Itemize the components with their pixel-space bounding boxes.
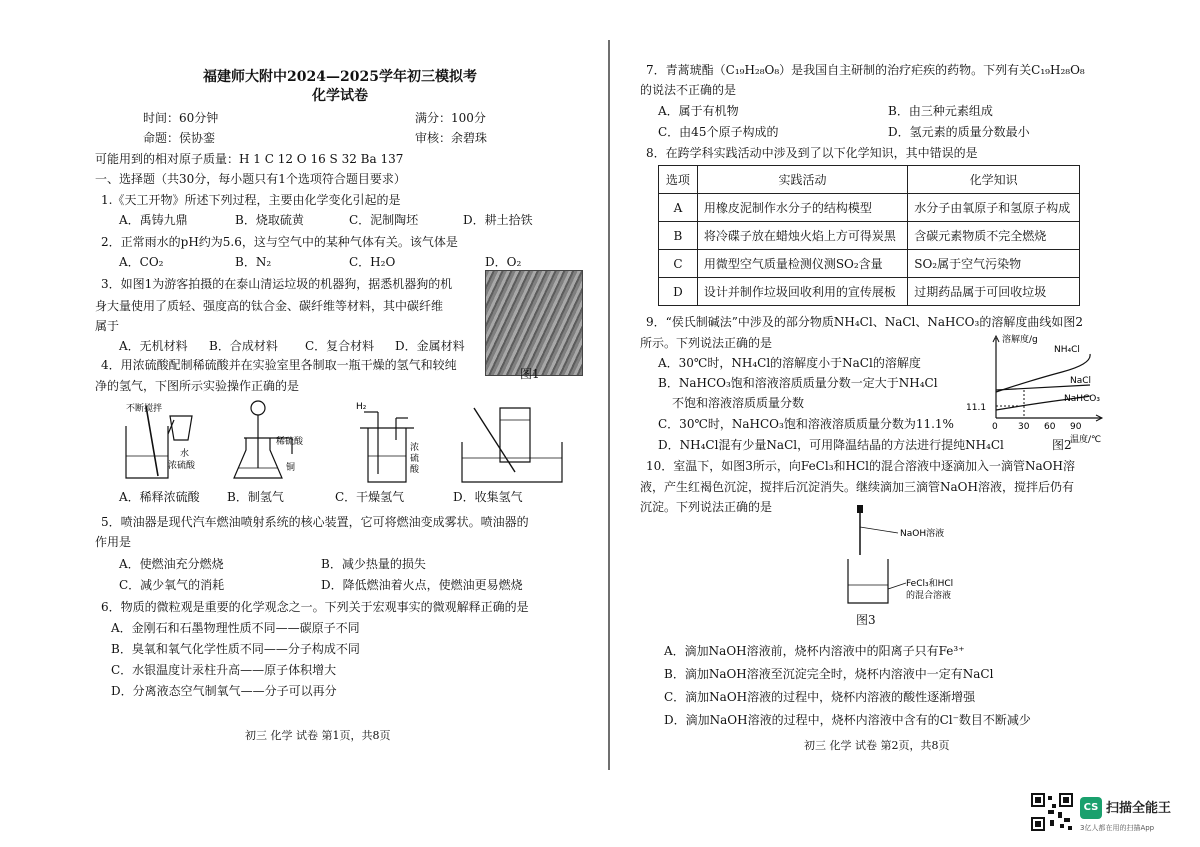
table-cell: 用橡皮泥制作水分子的结构模型 — [697, 194, 907, 222]
q3-option-a: A．无机材料 — [119, 339, 188, 353]
table-row — [659, 278, 1080, 306]
q8-stem: 8．在跨学科实践活动中涉及到了以下化学知识，其中错误的是 — [646, 146, 978, 160]
label-mix-1: FeCl₃和HCl — [906, 579, 954, 589]
q6-option-b: B．臭氧和氧气化学性质不同——分子构成不同 — [111, 642, 360, 656]
tick-60: 60 — [1044, 422, 1056, 432]
series-label-nacl: NaCl — [1070, 376, 1092, 386]
qr-code-icon — [1030, 792, 1074, 832]
q7-line-2: 的说法不正确的是 — [640, 83, 737, 97]
series-label-nahco3: NaHCO₃ — [1064, 394, 1100, 404]
q9-option-a: A．30℃时，NH₄Cl的溶解度小于NaCl的溶解度 — [658, 356, 921, 370]
figure-1-caption: 图1 — [520, 367, 540, 381]
q2-option-d: D．O₂ — [485, 255, 522, 269]
figure-3-beaker — [840, 505, 960, 607]
q1-option-c: C．泥制陶坯 — [349, 213, 419, 227]
q3-option-d: D．金属材料 — [395, 339, 465, 353]
exam-time: 时间：60分钟 — [143, 111, 219, 125]
label-conc-v2: 硫 — [410, 454, 420, 464]
q4-apparatus — [110, 398, 580, 486]
tick-90: 90 — [1070, 422, 1082, 432]
table-cell: B — [659, 222, 698, 250]
q10-option-a: A．滴加NaOH溶液前，烧杯内溶液中的阳离子只有Fe³⁺ — [664, 644, 965, 658]
q8-table — [658, 165, 1080, 306]
tick-0: 0 — [992, 422, 998, 432]
q9-option-b-cont: 不饱和溶液溶质质量分数 — [672, 396, 805, 410]
table-row — [659, 250, 1080, 278]
label-conc-v3: 酸 — [410, 465, 420, 475]
exam-subtitle: 化学试卷 — [312, 88, 368, 104]
table-cell: 设计并制作垃圾回收利用的宣传展板 — [697, 278, 907, 306]
table-cell: A — [659, 194, 698, 222]
camscanner-tagline: 3亿人都在用的扫描App — [1080, 824, 1155, 832]
page-divider — [608, 40, 610, 770]
table-header: 实践活动 — [697, 166, 907, 194]
camscanner-name: 扫描全能王 — [1106, 801, 1172, 816]
label-dilute-acid: 稀硫酸 — [276, 437, 304, 447]
q3-line-3: 属于 — [95, 319, 120, 333]
q9-option-b: B．NaHCO₃饱和溶液溶质质量分数一定大于NH₄Cl — [658, 376, 938, 390]
q10-option-b: B．滴加NaOH溶液至沉淀完全时，烧杯内溶液中一定有NaCl — [664, 667, 994, 681]
table-header: 化学知识 — [908, 166, 1080, 194]
solubility-graph — [962, 330, 1112, 452]
table-cell: SO₂属于空气污染物 — [908, 250, 1080, 278]
series-label-nh4cl: NH₄Cl — [1054, 345, 1080, 355]
exam-author: 命题：侯协銮 — [143, 131, 216, 145]
label-h2: H₂ — [356, 402, 367, 412]
q4-option-c: C．干燥氢气 — [335, 490, 405, 504]
q9-line-1: 9．“侯氏制碱法”中涉及的部分物质NH₄Cl、NaCl、NaHCO₃的溶解度曲线如图2 — [646, 315, 1083, 329]
figure-3-caption: 图3 — [856, 613, 876, 627]
page-1 — [95, 0, 585, 790]
q3-line-1: 3．如图1为游客拍摄的在泰山清运垃圾的机器狗，据悉机器狗的机 — [101, 277, 453, 291]
q10-line-3: 沉淀。下列说法正确的是 — [640, 500, 773, 514]
q1-option-d: D．耕土拾铁 — [463, 213, 533, 227]
footer-page-1: 初三 化学 试卷 第1页，共8页 — [245, 729, 391, 742]
q5-line-2: 作用是 — [95, 535, 132, 549]
q5-option-a: A．使燃油充分燃烧 — [119, 557, 224, 571]
q4-line-1: 4．用浓硫酸配制稀硫酸并在实验室里各制取一瓶干燥的氢气和较纯 — [101, 358, 457, 372]
apparatus-c-drying — [360, 412, 414, 482]
q10-line-2: 液，产生红褐色沉淀，搅拌后沉淀消失。继续滴加三滴管NaOH溶液，搅拌后仍有 — [640, 480, 1074, 494]
q4-option-b: B．制氢气 — [227, 490, 284, 504]
table-cell: 将冷碟子放在蜡烛火焰上方可得炭黑 — [697, 222, 907, 250]
table-cell: D — [659, 278, 698, 306]
q7-option-a: A．属于有机物 — [658, 104, 739, 118]
q9-option-c: C．30℃时，NaHCO₃饱和溶液溶质质量分数为11.1% — [658, 417, 954, 431]
q2-option-c: C．H₂O — [349, 255, 396, 269]
q1-stem: 1.《天工开物》所述下列过程，主要由化学变化引起的是 — [101, 193, 401, 207]
label-naoh: NaOH溶液 — [900, 529, 945, 539]
q3-option-c: C．复合材料 — [305, 339, 375, 353]
label-water: 水 — [180, 449, 190, 459]
robot-dog-photo — [485, 270, 583, 376]
graph-ylabel: 溶解度/g — [1002, 335, 1038, 345]
camscanner-logo-icon: CS — [1080, 797, 1102, 819]
q4-option-d: D．收集氢气 — [453, 490, 523, 504]
label-conc-v1: 浓 — [410, 443, 420, 453]
q3-line-2: 身大量使用了质轻、强度高的钛合金、碳纤维等材料，其中碳纤维 — [95, 299, 444, 313]
q6-stem: 6．物质的微粒观是重要的化学观念之一。下列关于宏观事实的微观解释正确的是 — [101, 600, 529, 614]
label-copper: 铜 — [286, 463, 296, 473]
q2-stem: 2．正常雨水的pH约为5.6，这与空气中的某种气体有关。该气体是 — [101, 235, 458, 249]
label-stir: 不断搅拌 — [126, 404, 163, 414]
q5-option-d: D．降低燃油着火点，使燃油更易燃烧 — [321, 578, 523, 592]
q5-option-b: B．减少热量的损失 — [321, 557, 426, 571]
table-cell: 过期药品属于可回收垃圾 — [908, 278, 1080, 306]
label-mix-2: 的混合溶液 — [906, 591, 952, 601]
graph-xlabel: 温度/℃ — [1070, 435, 1102, 445]
q10-line-1: 10．室温下，如图3所示，向FeCl₃和HCl的混合溶液中逐滴加入一滴管NaOH溶 — [646, 459, 1075, 473]
q9-line-2: 所示。下列说法正确的是 — [640, 336, 773, 350]
table-row — [659, 222, 1080, 250]
label-conc-acid: 浓硫酸 — [168, 461, 196, 471]
q7-option-d: D．氢元素的质量分数最小 — [888, 125, 1030, 139]
q1-option-a: A．禹铸九鼎 — [119, 213, 188, 227]
apparatus-d-collecting — [462, 408, 562, 482]
footer-page-2: 初三 化学 试卷 第2页，共8页 — [804, 739, 950, 752]
q7-option-c: C．由45个原子构成的 — [658, 125, 779, 139]
table-header: 选项 — [659, 166, 698, 194]
table-row — [659, 194, 1080, 222]
q6-option-a: A．金刚石和石墨物理性质不同——碳原子不同 — [111, 621, 360, 635]
exam-title: 福建师大附中2024—2025学年初三模拟考 — [203, 69, 477, 85]
q1-option-b: B．烧取硫黄 — [235, 213, 304, 227]
q6-option-d: D．分离液态空气制氧气——分子可以再分 — [111, 684, 337, 698]
q2-option-b: B．N₂ — [235, 255, 272, 269]
table-cell: C — [659, 250, 698, 278]
exam-reviewer: 审核：余碧珠 — [415, 131, 488, 145]
q4-option-a: A．稀释浓硫酸 — [119, 490, 200, 504]
q5-line-1: 5．喷油器是现代汽车燃油喷射系统的核心装置，它可将燃油变成雾状。喷油器的 — [101, 515, 529, 529]
table-cell: 用微型空气质量检测仪测SO₂含量 — [697, 250, 907, 278]
graph-ymark: 11.1 — [966, 403, 987, 413]
section-heading: 一、选择题（共30分，每小题只有1个选项符合题目要求） — [95, 172, 406, 186]
tick-30: 30 — [1018, 422, 1030, 432]
figure-2-caption: 图2 — [1052, 438, 1072, 452]
q4-line-2: 净的氢气，下图所示实验操作正确的是 — [95, 379, 300, 393]
q10-option-c: C．滴加NaOH溶液的过程中，烧杯内溶液的酸性逐渐增强 — [664, 690, 976, 704]
atomic-masses: 可能用到的相对原子质量：H 1 C 12 O 16 S 32 Ba 137 — [95, 152, 404, 166]
q3-option-b: B．合成材料 — [209, 339, 278, 353]
q10-option-d: D．滴加NaOH溶液的过程中，烧杯内溶液中含有的Cl⁻数目不断减少 — [664, 713, 1031, 727]
table-cell: 水分子由氧原子和氢原子构成 — [908, 194, 1080, 222]
table-header-row — [659, 166, 1080, 194]
q7-line-1: 7．青蒿琥酯（C₁₉H₂₈O₈）是我国自主研制的治疗疟疾的药物。下列有关C₁₉H₂₈O₈ — [646, 63, 1085, 77]
exam-score: 满分：100分 — [415, 111, 486, 125]
q2-option-a: A．CO₂ — [119, 255, 164, 269]
q7-option-b: B．由三种元素组成 — [888, 104, 993, 118]
q9-option-d: D．NH₄Cl混有少量NaCl，可用降温结晶的方法进行提纯NH₄Cl — [658, 438, 1004, 452]
table-cell: 含碳元素物质不完全燃烧 — [908, 222, 1080, 250]
q6-option-c: C．水银温度计汞柱升高——原子体积增大 — [111, 663, 337, 677]
page-2 — [640, 0, 1102, 790]
q5-option-c: C．减少氧气的消耗 — [119, 578, 225, 592]
